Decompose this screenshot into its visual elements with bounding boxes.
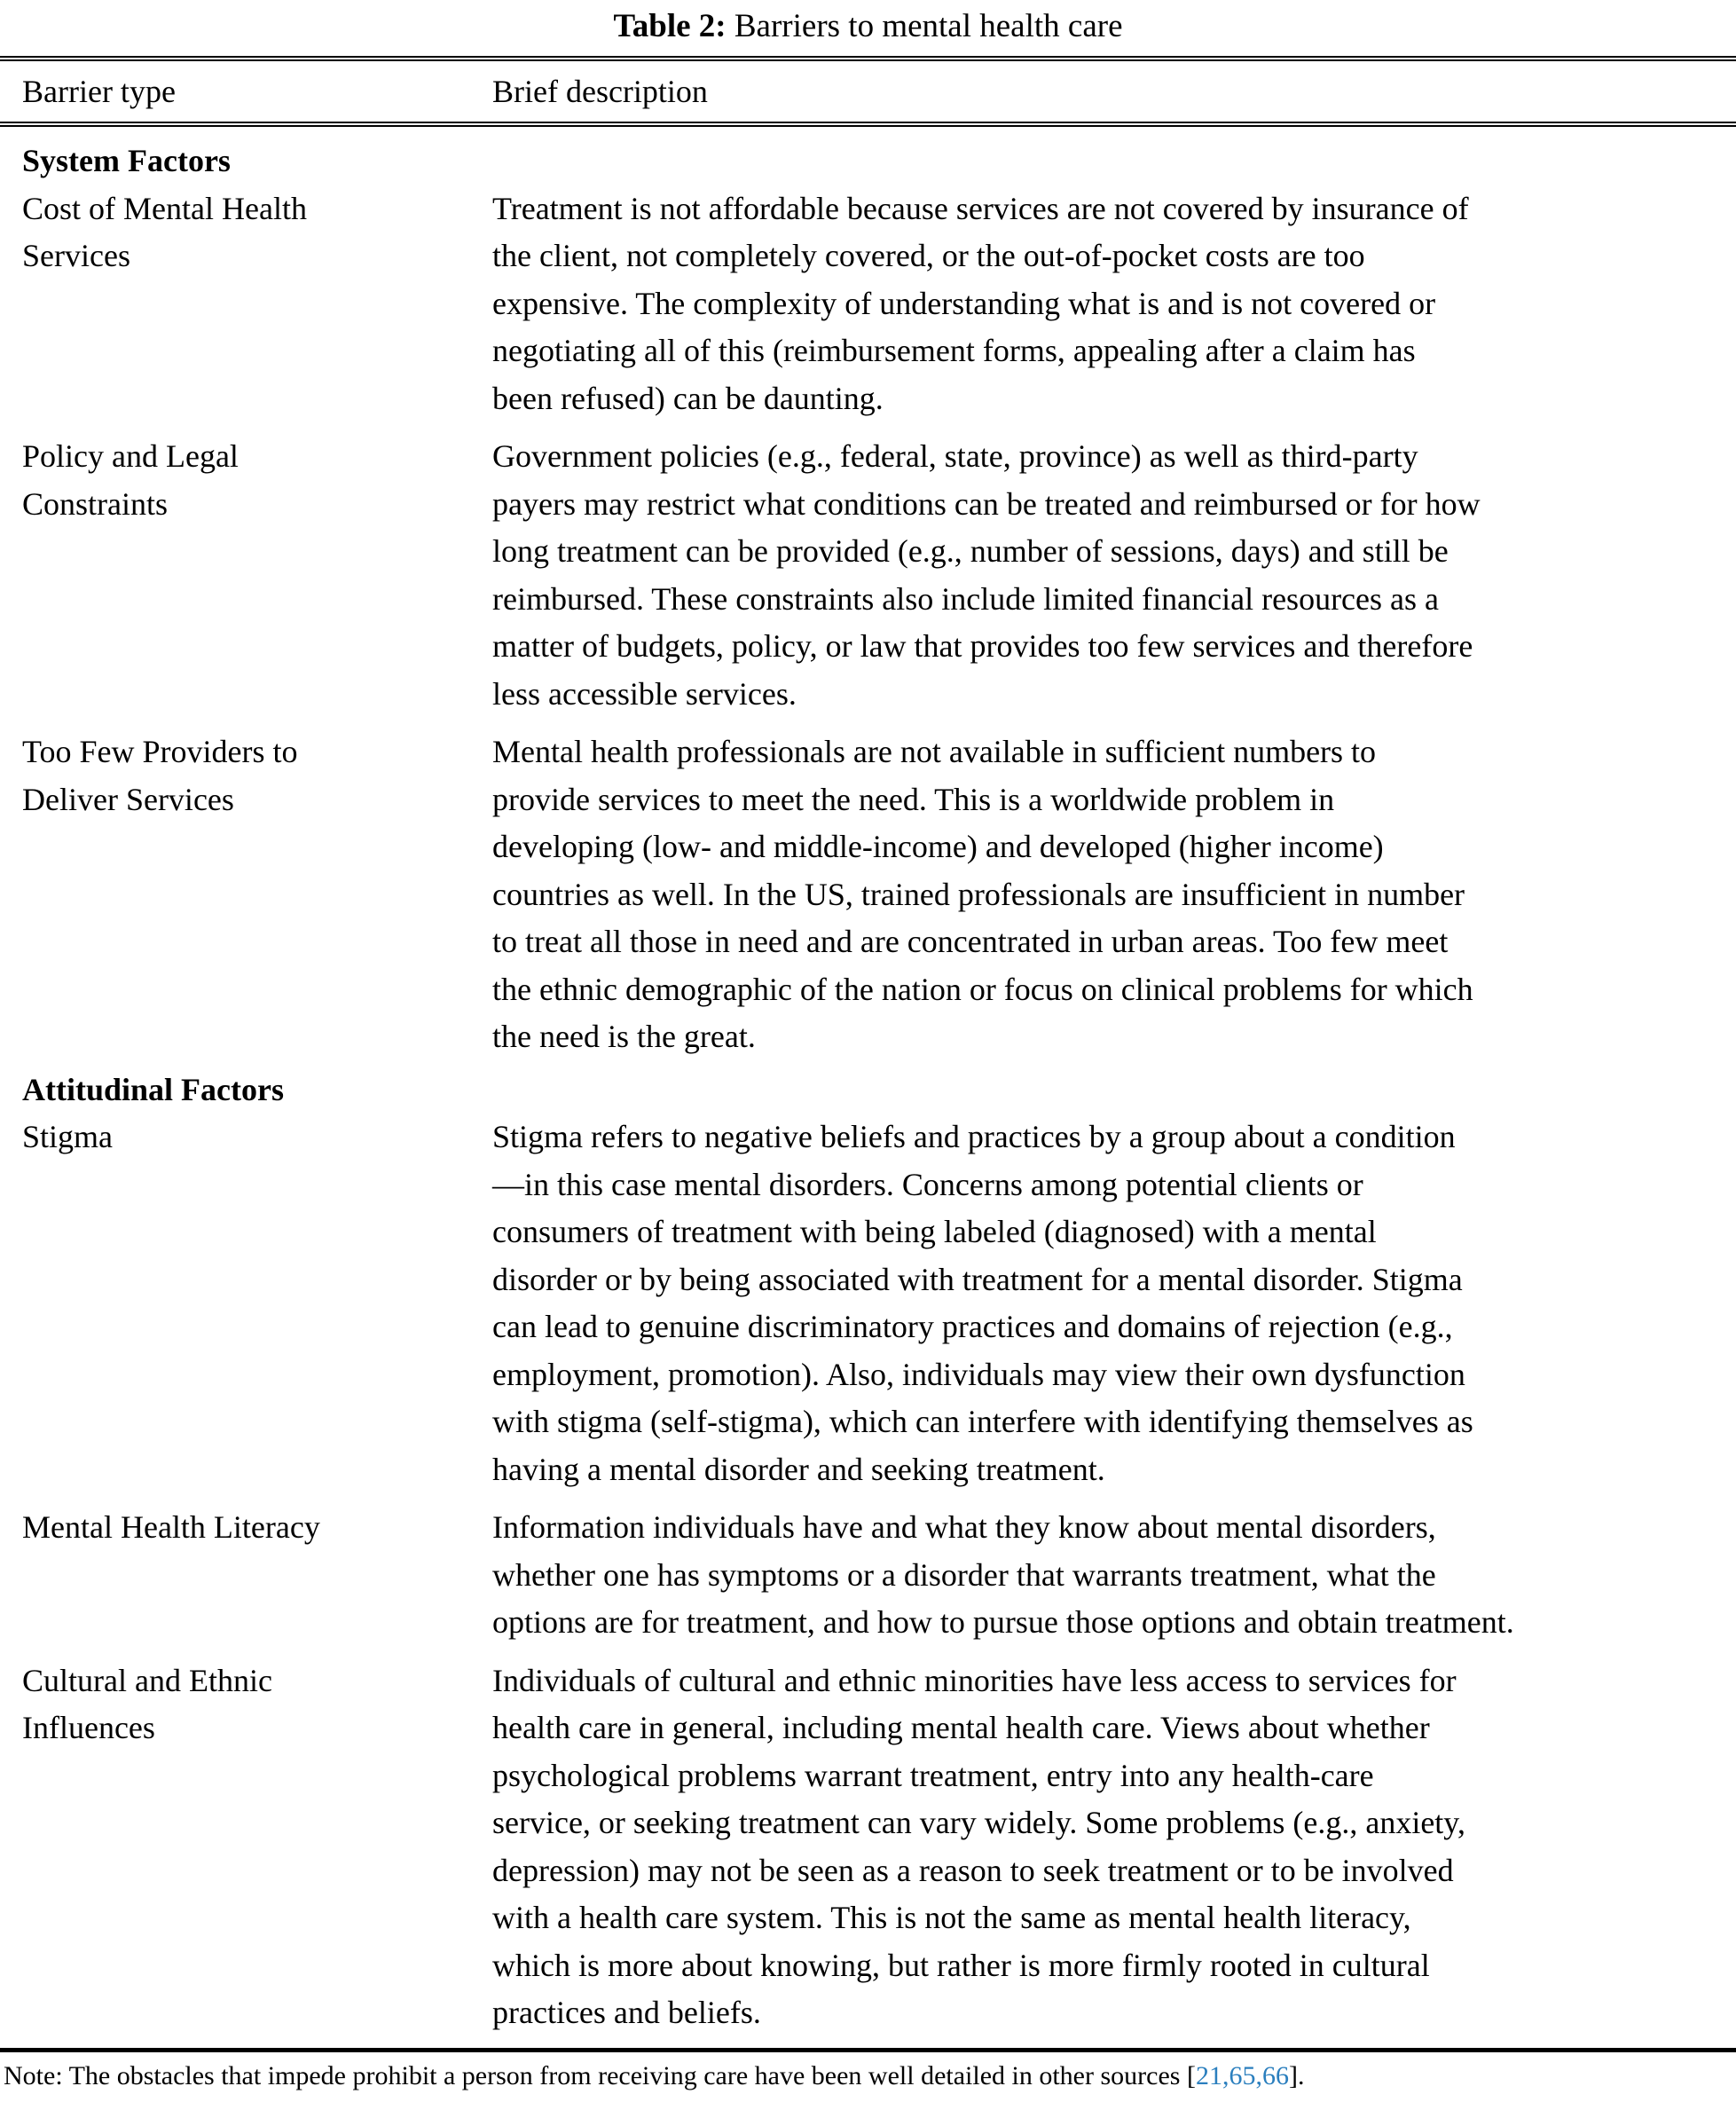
column-header-brief-description: Brief description	[492, 74, 708, 109]
description-line: Stigma refers to negative beliefs and practices by a group about a condition	[492, 1119, 1456, 1154]
description-line: Treatment is not affordable because services are not covered by insurance of	[492, 190, 1469, 226]
description-line: psychological problems warrant treatment, entry into any health-care	[492, 1757, 1374, 1793]
description-line: developing (low- and middle-income) and developed (higher income)	[492, 829, 1384, 864]
citation-link[interactable]: 65	[1229, 2060, 1256, 2090]
description-line: Government policies (e.g., federal, state, province) as well as third-party	[492, 438, 1418, 474]
table-header-row	[0, 61, 1736, 122]
barrier-line: Constraints	[22, 485, 169, 522]
barrier-line: Deliver Services	[22, 781, 234, 817]
citation-separator: ,	[1255, 2060, 1262, 2090]
description-cell	[492, 728, 1736, 1061]
section-row	[22, 1067, 1736, 1114]
barrier-line: Too Few Providers to	[22, 734, 298, 769]
note-suffix: ].	[1288, 2060, 1305, 2090]
description-line: the need is the great.	[492, 1019, 756, 1054]
barrier-line: Policy and Legal	[22, 438, 239, 474]
description-line: employment, promotion). Also, individuals may view their own dysfunction	[492, 1356, 1465, 1392]
table-row	[22, 185, 1736, 423]
description-line: whether one has symptoms or a disorder that warrants treatment, what the	[492, 1556, 1436, 1593]
description-cell	[492, 1504, 1736, 1647]
barrier-line: Influences	[22, 1710, 155, 1745]
description-line: health care in general, including mental health care. Views about whether	[492, 1710, 1430, 1745]
barrier-cell	[22, 1504, 492, 1647]
barrier-line: Cost of Mental Health	[22, 190, 307, 226]
description-line: expensive. The complexity of understanding what is and is not covered or	[492, 285, 1436, 321]
citation-link[interactable]: 66	[1261, 2060, 1289, 2090]
barrier-line: Services	[22, 238, 130, 273]
barrier-cell	[22, 185, 492, 423]
description-line: disorder or by being associated with treatment for a mental disorder. Stigma	[492, 1261, 1463, 1297]
table-caption	[0, 4, 1736, 56]
description-line: options are for treatment, and how to pursue those options and obtain treatment.	[492, 1604, 1514, 1640]
description-line: Information individuals have and what they know about mental disorders,	[492, 1509, 1436, 1545]
description-line: been refused) can be daunting.	[492, 380, 884, 416]
description-line: reimbursed. These constraints also include limited financial resources as a	[492, 580, 1439, 617]
description-line: Mental health professionals are not available in sufficient numbers to	[492, 734, 1377, 769]
description-line: with stigma (self-stigma), which can interfere with identifying themselves as	[492, 1404, 1473, 1439]
description-line: having a mental disorder and seeking treatment.	[492, 1451, 1105, 1487]
description-line: payers may restrict what conditions can be treated and reimbursed or for how	[492, 485, 1481, 522]
table-row	[22, 433, 1736, 718]
description-line: negotiating all of this (reimbursement forms, appealing after a claim has	[492, 333, 1416, 368]
description-line: provide services to meet the need. This is a worldwide problem in	[492, 781, 1335, 817]
table-bottom-rule	[0, 2048, 1736, 2052]
table-caption-text: Barriers to mental health care	[726, 8, 1123, 44]
column-header-barrier-type: Barrier type	[22, 74, 176, 109]
barrier-cell	[22, 1114, 492, 1493]
description-cell	[492, 185, 1736, 423]
table-row	[22, 728, 1736, 1061]
barrier-line: Cultural and Ethnic	[22, 1662, 272, 1698]
description-line: depression) may not be seen as a reason to seek treatment or to be involved	[492, 1852, 1454, 1888]
description-line: countries as well. In the US, trained professionals are insufficient in number	[492, 876, 1465, 912]
description-cell	[492, 433, 1736, 718]
description-line: the ethnic demographic of the nation or focus on clinical problems for which	[492, 971, 1473, 1007]
section-row	[22, 138, 1736, 185]
table-caption-label: Table 2:	[613, 8, 727, 44]
table-body	[0, 127, 1736, 2048]
description-line: practices and beliefs.	[492, 1995, 761, 2030]
barrier-cell	[22, 433, 492, 718]
table-row	[22, 1657, 1736, 2037]
description-cell	[492, 1114, 1736, 1493]
table-row	[22, 1114, 1736, 1493]
description-line: with a health care system. This is not the same as mental health literacy,	[492, 1900, 1411, 1935]
description-line: —in this case mental disorders. Concerns among potential clients or	[492, 1166, 1363, 1202]
note-text: Note: The obstacles that impede prohibit a person from receiving care have been well detailed in other sources [	[4, 2060, 1196, 2090]
table-note	[0, 2060, 1736, 2092]
table-row	[22, 1504, 1736, 1647]
description-line: matter of budgets, policy, or law that provides too few services and therefore	[492, 628, 1473, 664]
barrier-line: Mental Health Literacy	[22, 1509, 320, 1545]
description-line: can lead to genuine discriminatory practices and domains of rejection (e.g.,	[492, 1309, 1453, 1344]
citation-link[interactable]: 21	[1195, 2060, 1222, 2090]
description-line: to treat all those in need and are concentrated in urban areas. Too few meet	[492, 924, 1449, 959]
description-line: service, or seeking treatment can vary widely. Some problems (e.g., anxiety,	[492, 1805, 1465, 1840]
description-line: Individuals of cultural and ethnic minorities have less access to services for	[492, 1662, 1457, 1698]
barrier-line: Stigma	[22, 1119, 114, 1154]
section-header: System Factors	[22, 143, 231, 178]
citation-separator: ,	[1221, 2060, 1229, 2090]
description-line: less accessible services.	[492, 675, 797, 712]
description-line: consumers of treatment with being labeled (diagnosed) with a mental	[492, 1214, 1377, 1249]
description-line: the client, not completely covered, or the out-of-pocket costs are too	[492, 238, 1365, 273]
description-line: which is more about knowing, but rather is more firmly rooted in cultural	[492, 1947, 1430, 1983]
description-line: long treatment can be provided (e.g., number of sessions, days) and still be	[492, 533, 1449, 569]
barrier-cell	[22, 728, 492, 1061]
barrier-cell	[22, 1657, 492, 2037]
section-header: Attitudinal Factors	[22, 1071, 284, 1107]
description-cell	[492, 1657, 1736, 2037]
